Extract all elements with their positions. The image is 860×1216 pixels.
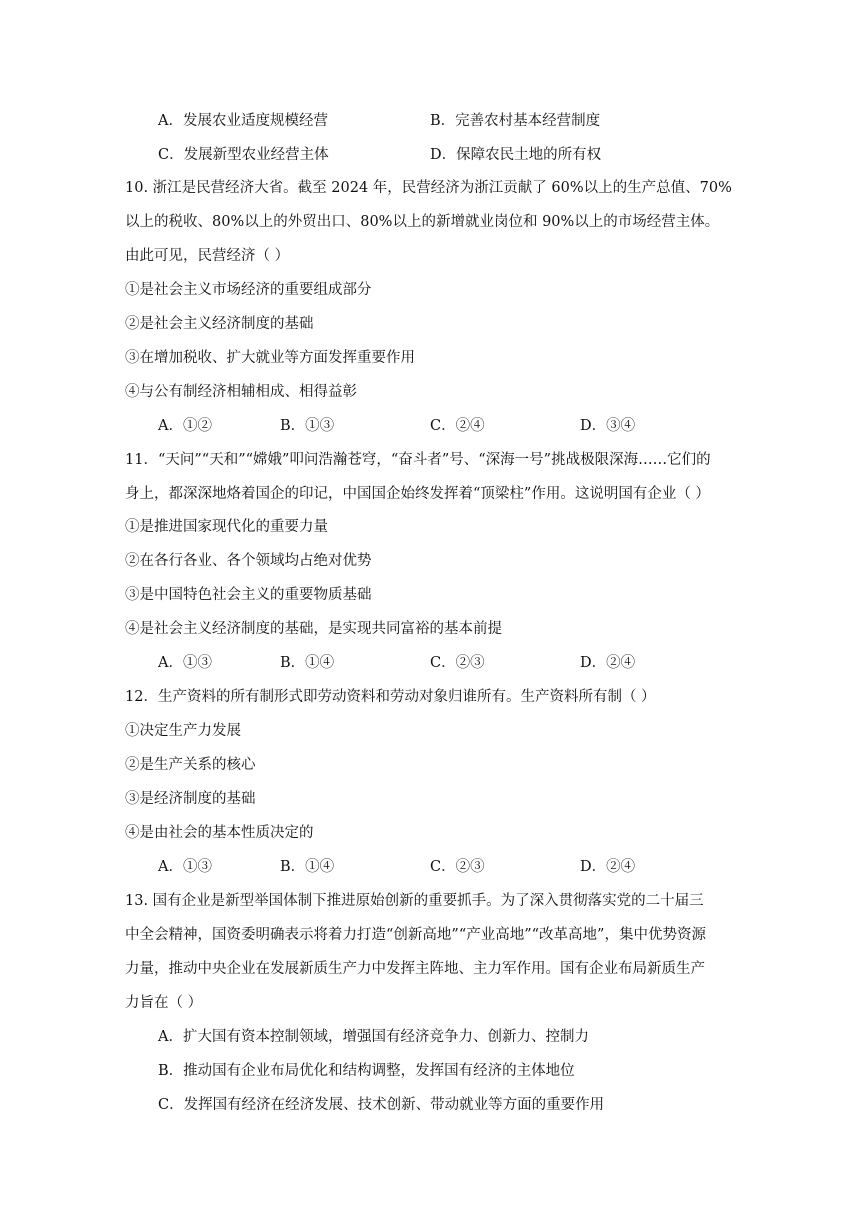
q12-option-c: C．②③ (430, 859, 485, 875)
q10-item-1: ①是社会主义市场经济的重要组成部分 (125, 282, 372, 298)
q13-option-c: C．发挥国有经济在经济发展、技术创新、带动就业等方面的重要作用 (158, 1097, 605, 1113)
q11-item-4: ④是社会主义经济制度的基础，是实现共同富裕的基本前提 (125, 621, 502, 637)
q13-stem-line-4: 力旨在（ ） (125, 995, 203, 1011)
q11-option-b: B．①④ (280, 655, 335, 671)
q10-option-c: C．②④ (430, 418, 485, 434)
q12-option-a: A．①③ (158, 859, 212, 875)
q9-option-c: C．发展新型农业经营主体 (158, 147, 329, 163)
q13-stem-line-1: 13. 国有企业是新型举国体制下推进原始创新的重要抓手。为了深入贯彻落实党的二十届三 (125, 893, 704, 909)
q11-option-c: C．②③ (430, 655, 485, 671)
q12-item-2: ②是生产关系的核心 (125, 757, 256, 773)
q12-item-3: ③是经济制度的基础 (125, 791, 256, 807)
q9-option-b: B．完善农村基本经营制度 (430, 113, 601, 129)
q11-option-d: D．②④ (580, 655, 636, 671)
q10-stem-line-3: 由此可见，民营经济（ ） (125, 248, 290, 264)
q11-option-a: A．①③ (158, 655, 212, 671)
q12-option-b: B．①④ (280, 859, 335, 875)
q11-item-2: ②在各行各业、各个领域均占绝对优势 (125, 553, 372, 569)
q9-option-d: D．保障农民土地的所有权 (430, 147, 602, 163)
q11-item-3: ③是中国特色社会主义的重要物质基础 (125, 587, 372, 603)
q10-item-3: ③在增加税收、扩大就业等方面发挥重要作用 (125, 350, 415, 366)
q12-stem-line-1: 12．生产资料的所有制形式即劳动资料和劳动对象归谁所有。生产资料所有制（ ） (125, 689, 656, 705)
q10-stem-line-2: 以上的税收、80%以上的外贸出口、80%以上的新增就业岗位和 90%以上的市场经营主体。 (125, 214, 720, 230)
q9-option-a: A．发展农业适度规模经营 (158, 113, 328, 129)
q10-stem-line-1: 10. 浙江是民营经济大省。截至 2024 年，民营经济为浙江贡献了 60%以上的生产总值、70% (125, 180, 732, 196)
q12-item-1: ①决定生产力发展 (125, 723, 241, 739)
q13-option-b: B．推动国有企业布局优化和结构调整，发挥国有经济的主体地位 (158, 1063, 575, 1079)
q12-option-d: D．②④ (580, 859, 636, 875)
q11-stem-line-2: 身上，都深深地烙着国企的印记，中国国企始终发挥着“顶梁柱”作用。这说明国有企业（ ） (125, 486, 710, 502)
q13-stem-line-3: 力量，推动中央企业在发展新质生产力中发挥主阵地、主力军作用。国有企业布局新质生产 (125, 961, 705, 977)
q10-item-2: ②是社会主义经济制度的基础 (125, 316, 314, 332)
q12-item-4: ④是由社会的基本性质决定的 (125, 825, 314, 841)
q11-item-1: ①是推进国家现代化的重要力量 (125, 519, 328, 535)
q10-option-d: D．③④ (580, 418, 636, 434)
q13-stem-line-2: 中全会精神，国资委明确表示将着力打造“创新高地”“产业高地”“改革高地”，集中优势资源 (125, 927, 706, 943)
q10-option-a: A．①② (158, 418, 212, 434)
q10-option-b: B．①③ (280, 418, 335, 434)
q13-option-a: A．扩大国有资本控制领域，增强国有经济竞争力、创新力、控制力 (158, 1029, 589, 1045)
q11-stem-line-1: 11．“天问”“天和”“嫦娥”叩问浩瀚苍穹，“奋斗者”号、“深海一号”挑战极限深海……它们的 (125, 452, 711, 468)
q10-item-4: ④与公有制经济相辅相成、相得益彰 (125, 384, 357, 400)
